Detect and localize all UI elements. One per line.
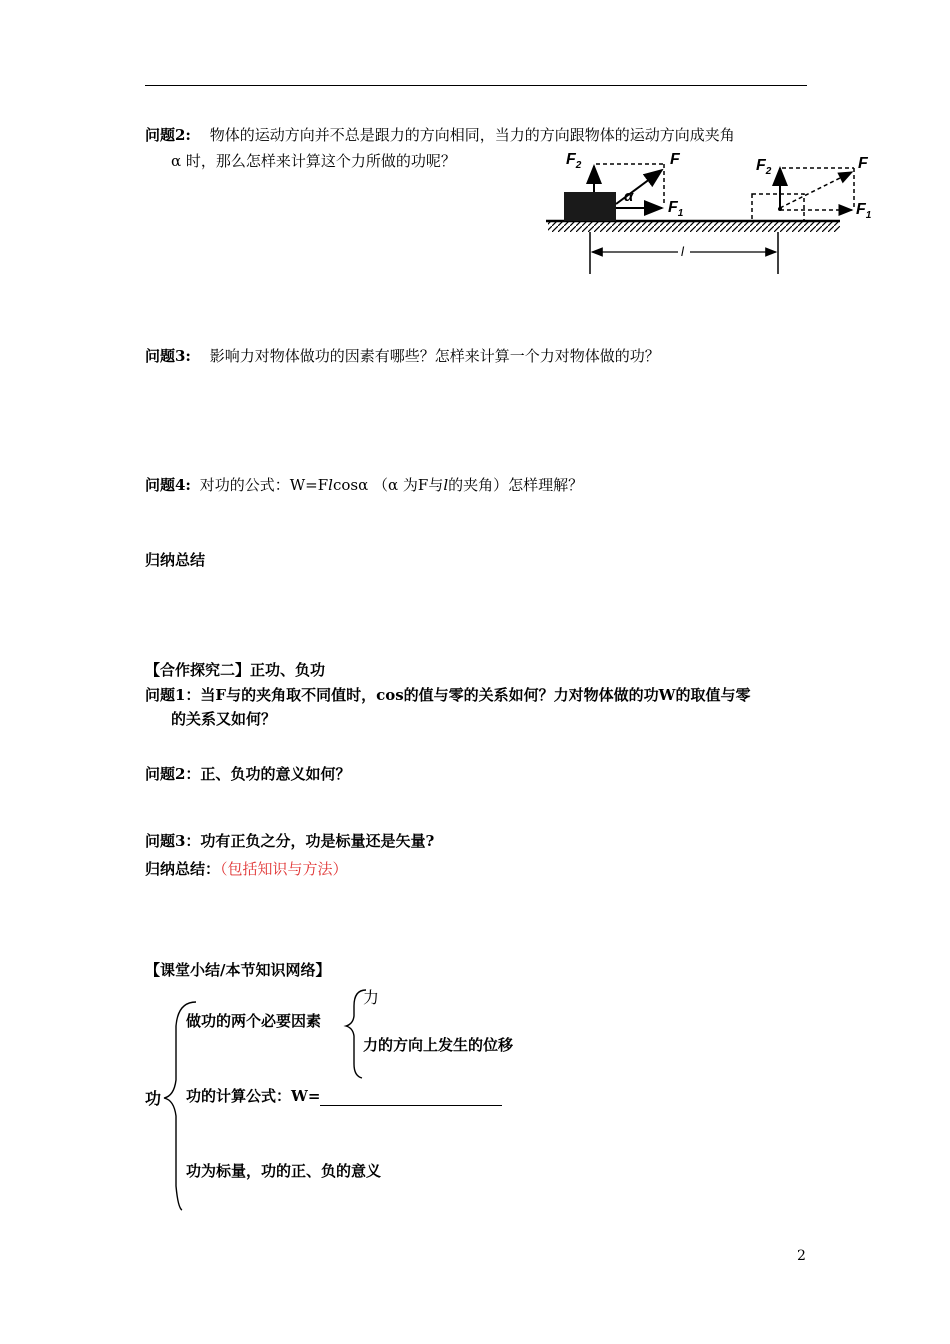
label-alpha: α (624, 188, 634, 205)
header-rule (145, 85, 807, 86)
ground-hatch (548, 222, 840, 232)
question-2-line2: α 时，那么怎样来计算这个力所做的功呢？ (171, 152, 456, 170)
network-root: 功 (145, 1089, 162, 1108)
force-diagram (540, 148, 885, 278)
right-origin-dot (778, 207, 782, 211)
question-4-post: 的夹角）怎样理解？ (448, 476, 584, 494)
section-2-summary-label: 归纳总结： (145, 860, 221, 878)
label-l: l (681, 244, 684, 259)
section-2-summary-note: （包括知识与方法） (220, 860, 348, 878)
section-2-q2: 问题2：正、负功的意义如何？ (145, 765, 351, 783)
label-f-right: F (858, 155, 868, 172)
question-2-text: 物体的运动方向并不总是跟力的方向相同，当力的方向跟物体的运动方向成夹角 (209, 126, 735, 144)
network-branch-1: 做功的两个必要因素 (186, 1012, 322, 1030)
network-leaf-1: 力 (363, 988, 380, 1007)
network-branch-3: 功为标量，功的正、负的意义 (186, 1162, 382, 1180)
question-3 (145, 345, 660, 366)
section-2-summary (145, 858, 348, 879)
summary-heading-1: 归纳总结 (145, 551, 206, 569)
question-4-l2: l (443, 476, 449, 494)
section-2-q1-line1: 问题1：当F与的夹角取不同值时，cos的值与零的关系如何？力对物体做的功W的取值与零 (145, 686, 751, 704)
section-3-heading: 【课堂小结/本节知识网络】 (145, 961, 331, 979)
question-4 (145, 474, 583, 495)
question-4-pre: 对功的公式：W=F (199, 476, 329, 494)
left-f-arrow (616, 170, 662, 204)
question-3-text: 影响力对物体做功的因素有哪些？怎样来计算一个力对物体做的功？ (209, 347, 660, 365)
question-3-label: 问题3: (145, 347, 191, 365)
network-branch-2-label: 功的计算公式：W= (186, 1087, 321, 1105)
label-f1-right: $F_1$ (856, 201, 872, 221)
block (564, 192, 616, 221)
section-2-heading: 【合作探究二】正功、负功 (145, 661, 326, 679)
section-2-q3: 问题3：功有正负之分，功是标量还是矢量? (145, 832, 435, 850)
formula-blank (320, 1092, 502, 1106)
question-2-line1 (145, 124, 735, 145)
network-branch-2 (186, 1085, 502, 1106)
question-4-mid: cosα （α 为F与 (332, 476, 444, 494)
question-2-label: 问题2: (145, 126, 191, 144)
label-f2-right: $F_2$ (756, 157, 772, 177)
question-4-label: 问题4: (145, 476, 191, 494)
block-moved (752, 194, 804, 221)
label-f1-left: $F_1$ (668, 199, 684, 219)
section-2-q1-line2: 的关系又如何？ (171, 710, 277, 728)
page-number: 2 (797, 1248, 806, 1264)
right-f-arrow (780, 172, 852, 208)
label-f-left: F (670, 151, 680, 168)
network-leaf-2: 力的方向上发生的位移 (363, 1036, 514, 1054)
label-f2-left: $F_2$ (566, 151, 582, 171)
question-4-l1: l (328, 476, 333, 494)
